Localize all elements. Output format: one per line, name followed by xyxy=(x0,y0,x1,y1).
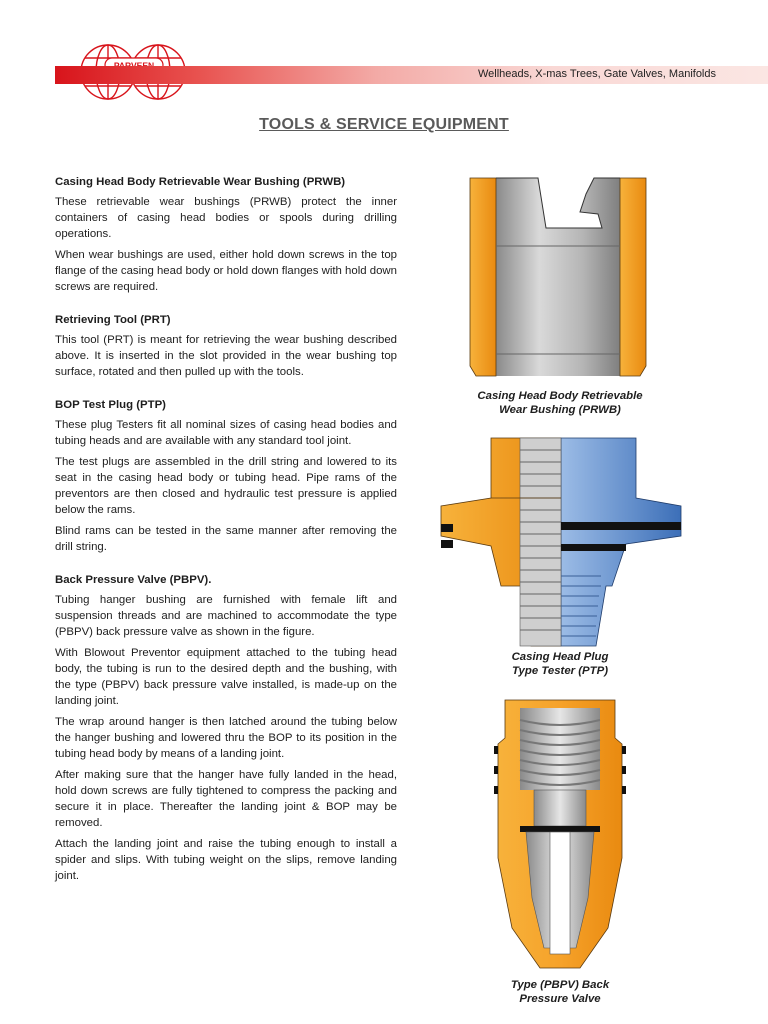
section-heading: Casing Head Body Retrievable Wear Bushing (PRWB) xyxy=(55,176,346,188)
body-text xyxy=(55,174,397,901)
section-prwb xyxy=(55,174,397,295)
section-heading: BOP Test Plug (PTP) xyxy=(55,399,166,411)
paragraph: These plug Testers fit all nominal sizes of casing head bodies and tubing heads and are available with any standard tool joint. xyxy=(55,419,397,447)
paragraph: The test plugs are assembled in the drill string and lowered to its seat in the casing head body or tubing head. Pipe rams of the preventors are then closed and hydraulic test pressure is applied below the rams. xyxy=(55,456,397,516)
paragraph: Tubing hanger bushing are furnished with female lift and suspension threads and are machined to accommodate the type (PBPV) back pressure valve as shown in the figure. xyxy=(55,594,397,638)
prwb-caption xyxy=(440,389,680,417)
test-plug-figure xyxy=(436,436,686,648)
paragraph: The wrap around hanger is then latched around the tubing below the hanger bushing and lowered thru the BOP to its position in the tubing head body by means of a landing joint. xyxy=(55,716,397,760)
caption-line: Pressure Valve xyxy=(519,993,601,1005)
caption-line: Wear Bushing (PRWB) xyxy=(499,404,621,416)
back-pressure-valve-figure xyxy=(490,698,630,970)
page-title: TOOLS & SERVICE EQUIPMENT xyxy=(259,116,509,133)
header-tagline: Wellheads, X-mas Trees, Gate Valves, Manifolds xyxy=(477,68,716,80)
paragraph: After making sure that the hanger have fully landed in the head, hold down screws are fully tightened to compress the packing and secure it in place. Thereafter the landing joint & BOP may be removed. xyxy=(55,769,397,829)
pbpv-caption xyxy=(440,978,680,1006)
caption-line: Casing Head Body Retrievable xyxy=(477,390,643,402)
paragraph: These retrievable wear bushings (PRWB) protect the inner containers of casing head bodies or spools during drilling operations. xyxy=(55,196,397,240)
paragraph: With Blowout Preventor equipment attached to the tubing head body, the tubing is run to the desired depth and the bushing, with the type (PBPV) back pressure valve installed, is made-up on the landing joint. xyxy=(55,647,397,707)
paragraph: When wear bushings are used, either hold down screws in the top flange of the casing head body or hold down flanges with hold down screws are required. xyxy=(55,249,397,293)
ptp-caption xyxy=(440,650,680,678)
caption-line: Type Tester (PTP) xyxy=(512,665,608,677)
caption-line: Casing Head Plug xyxy=(511,651,609,663)
section-heading: Back Pressure Valve (PBPV). xyxy=(55,574,212,586)
section-pbpv xyxy=(55,572,397,884)
caption-line: Type (PBPV) Back xyxy=(510,979,610,991)
section-ptp xyxy=(55,397,397,555)
section-prt xyxy=(55,312,397,380)
paragraph: Attach the landing joint and raise the tubing enough to install a spider and slips. With tubing weight on the slips, remove landing joint. xyxy=(55,838,397,882)
wear-bushing-figure xyxy=(460,176,656,382)
paragraph: Blind rams can be tested in the same manner after removing the drill string. xyxy=(55,525,397,553)
paragraph: This tool (PRT) is meant for retrieving the wear bushing described above. It is inserted in the slot provided in the wear bushing top surface, rotated and then pulled up with the tools. xyxy=(55,334,397,378)
section-heading: Retrieving Tool (PRT) xyxy=(55,314,171,326)
